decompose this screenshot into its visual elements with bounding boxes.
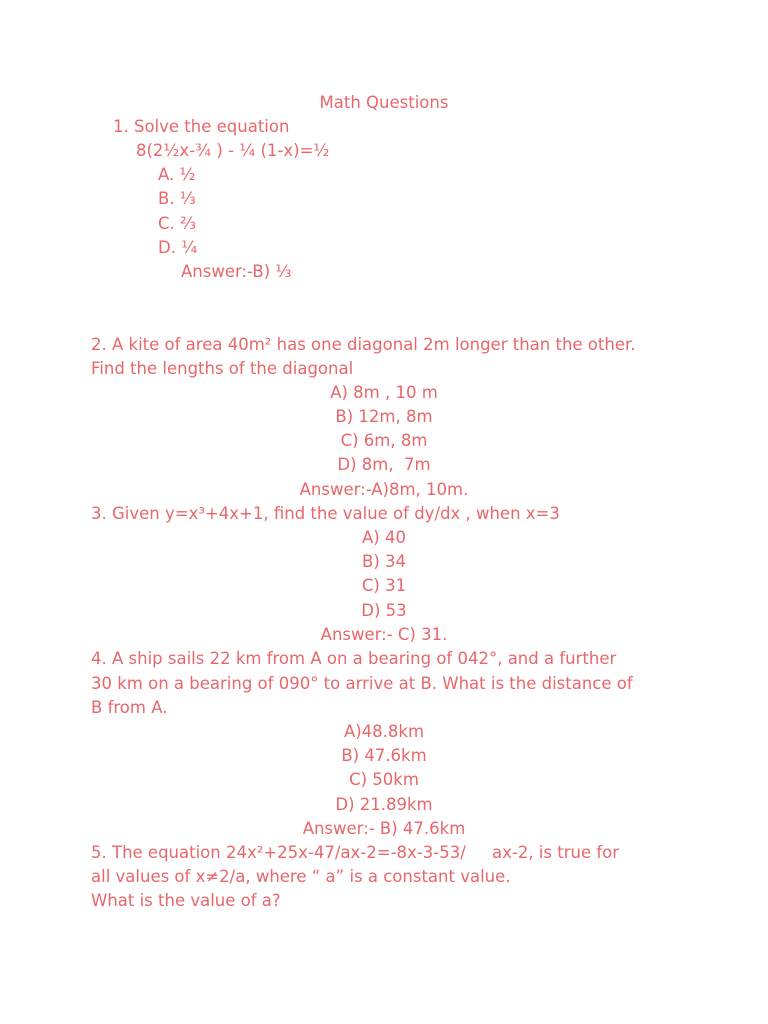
q2-option-b: B) 12m, 8m [335, 407, 433, 426]
q4-question-line-1: 4. A ship sails 22 km from A on a bearing of 042°, and a further [91, 649, 617, 668]
q1-answer: Answer:-B) ⅓ [181, 262, 292, 281]
q4-option-c: C) 50km [349, 770, 419, 789]
q1-option-d: D. ¼ [158, 238, 198, 257]
q4-option-d: D) 21.89km [335, 795, 433, 814]
q1-option-c: C. ⅔ [158, 214, 197, 233]
q3-option-b: B) 34 [362, 552, 406, 571]
q4-answer: Answer:- B) 47.6km [302, 819, 466, 838]
q2-option-a: A) 8m , 10 m [330, 383, 438, 402]
q4-question-line-3: B from A. [91, 698, 168, 717]
q2-option-c: C) 6m, 8m [340, 431, 428, 450]
q1-question: 1. Solve the equation [113, 117, 290, 136]
q4-option-b: B) 47.6km [341, 746, 427, 765]
q5-question-line-1: 5. The equation 24x²+25x-47/ax-2=-8x-3-53/ ax-2, is true for [91, 843, 620, 862]
q5-question-line-2: all values of x≠2/a, where “ a” is a constant value. [91, 867, 511, 886]
q4-option-a: A)48.8km [343, 722, 425, 741]
q3-answer: Answer:- C) 31. [320, 625, 448, 644]
q1-option-b: B. ⅓ [158, 189, 196, 208]
page-title: Math Questions [319, 93, 449, 112]
q5-question-line-3: What is the value of a? [91, 891, 281, 910]
q1-equation: 8(2½x-¾ ) - ¼ (1-x)=½ [136, 141, 330, 160]
q2-question-line-1: 2. A kite of area 40m² has one diagonal 2m longer than the other. [91, 335, 636, 354]
q2-answer: Answer:-A)8m, 10m. [299, 480, 469, 499]
q1-option-a: A. ½ [158, 165, 196, 184]
q3-option-a: A) 40 [362, 528, 406, 547]
q3-question: 3. Given y=x³+4x+1, find the value of dy/dx , when x=3 [91, 504, 560, 523]
q2-question-line-2: Find the lengths of the diagonal [91, 359, 354, 378]
q3-option-d: D) 53 [361, 601, 407, 620]
q4-question-line-2: 30 km on a bearing of 090° to arrive at B. What is the distance of [91, 674, 633, 693]
q3-option-c: C) 31 [361, 576, 407, 595]
q2-option-d: D) 8m, 7m [337, 455, 431, 474]
